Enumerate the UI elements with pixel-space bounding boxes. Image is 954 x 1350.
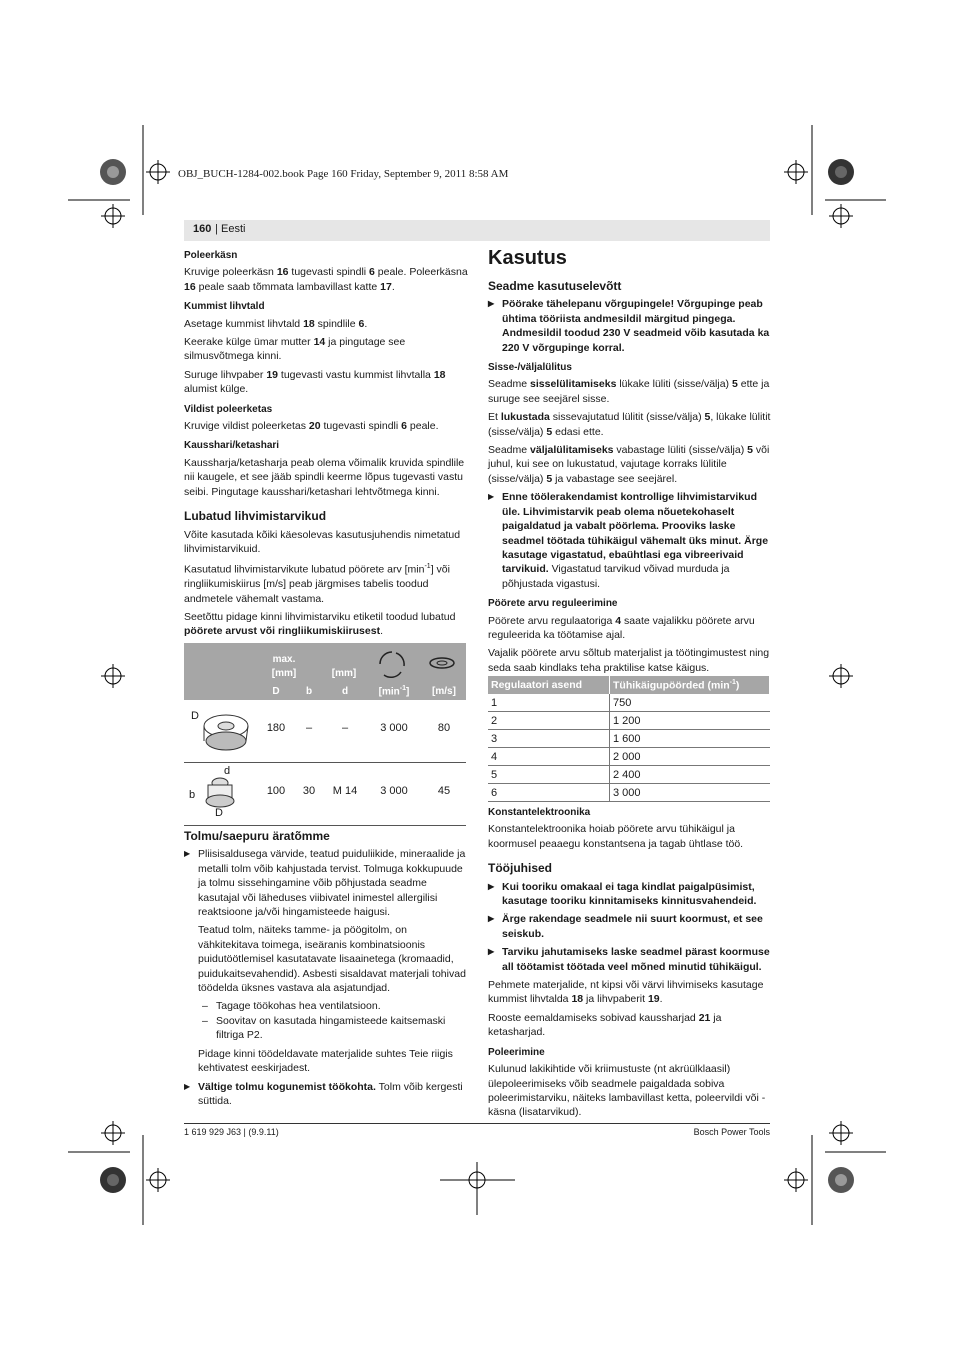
crosshair-icon — [146, 1168, 170, 1192]
peripheral-speed-icon — [428, 655, 456, 671]
crosshair-icon — [146, 160, 170, 184]
crosshair-icon — [101, 204, 125, 228]
table-row: D 180 – – 3 000 80 — [184, 700, 466, 763]
crosshair-icon — [784, 160, 808, 184]
color-target-icon — [100, 159, 126, 185]
list-item: ▶ Ärge rakendage seadmele nii suurt koormust, et see seiskub. — [488, 912, 772, 941]
page-header-bar: 160 | Eesti — [184, 220, 770, 241]
crosshair-icon — [784, 1168, 808, 1192]
list-item: ▶ Enne töölerakendamist kontrollige lihvimistarvikud üle. Lihvimistarvik peab olema nõuetekohaselt paigaldatud ja vabalt pöörlema. Prooviks laske seadmel töötada tühikäigul vähemalt üks minut. Ärge kasutage vigastatud, ebaühtlasi ega vibreerivaid tarvikuid. Vigastatud tarvikud võivad murduda ja põhjustada vigastusi. — [488, 490, 772, 591]
tool-spec-table — [184, 643, 466, 826]
paragraph: Kruvige poleerkäsn 16 tugevasti spindli 6 peale. Poleerkäsna 16 peale saab tõmmata lambavillast katte 17. — [184, 266, 468, 293]
paragraph: Asetage kummist lihvtald 18 spindlile 6. — [184, 317, 368, 330]
paragraph: Võite kasutada kõiki käesolevas kasutusjuhendis nimetatud lihvimistarvikuid. — [184, 528, 461, 555]
heading-tolmu: Tolmu/saepuru äratõmme — [184, 829, 330, 843]
footer-left: 1 619 929 J63 | (9.9.11) — [184, 1127, 279, 1137]
table-row: 2 1 200 — [488, 712, 770, 730]
paragraph: Seetõttu pidage kinni lihvimistarviku etiketil toodud lubatud pöörete arvust või ringliikumiskiirusest. — [184, 611, 456, 638]
crosshair-icon — [101, 664, 125, 688]
right-column-bottom — [488, 806, 772, 1124]
table-header: Regulaatori asend Tühikäigupöörded $(\min^{-1})$ — [488, 676, 770, 694]
heading-sisse: Sisse-/väljalülitus — [488, 362, 572, 374]
paragraph: Suruge lihvpaber 19 tugevasti vastu kummist lihvtalla 18 alumist külge. — [184, 368, 446, 396]
footer-right: Bosch Power Tools — [693, 1127, 770, 1137]
color-target-icon — [828, 1167, 854, 1193]
color-target-icon — [100, 1167, 126, 1193]
paragraph: Konstantelektroonika hoiab pöörete arvu tühikäigul ja koormusel peaaegu konstantsena ja tagab ühtlase töö. — [488, 823, 744, 850]
paragraph: Et lukustada sissevajutatud lülitit (sisse/välja) 5, lükake lülitit (sisse/välja) 5 edasi ette. — [488, 411, 771, 438]
right-column-top — [488, 247, 772, 679]
list-item: – Tagage töökohas hea ventilatsioon. — [198, 999, 468, 1013]
table-header: max. [mm] [mm] D b d $[\min^{-1}]$ [m/s] — [184, 643, 466, 700]
table-row: 3 1 600 — [488, 730, 770, 748]
left-column-bottom — [184, 829, 468, 1112]
paragraph: Pehmete materjalide, nt kipsi või värvi lihvimiseks kasutage kummist lihvtalda 18 ja lihvpaberit 19. — [488, 979, 764, 1006]
list-item: – Soovitav on kasutada hingamisteede kaitsemaski filtriga P2. — [198, 1014, 468, 1043]
speed-setting-table — [488, 676, 770, 802]
heading-poleerimine: Poleerimine — [488, 1046, 545, 1058]
heading-seadme: Seadme kasutuselevõtt — [488, 279, 622, 293]
page-number: 160 — [193, 223, 212, 235]
heading-konstant: Konstantelektroonika — [488, 807, 591, 818]
heading-kummist: Kummist lihvtald — [184, 301, 265, 313]
paragraph: Pidage kinni töödeldavate materjalide suhtes Teie riigis kehtivatest eeskirjadest. — [198, 1047, 453, 1075]
footer-rule — [184, 1123, 770, 1124]
list-item: ▶ Kui tooriku omakaal ei taga kindlat paigalpüsimist, kasutage tooriku kinnitamiseks kinnitusvahendeid. — [488, 880, 772, 909]
table-row: d b D 100 30 M 14 3 000 45 — [184, 763, 466, 826]
heading-poleerkasn: Poleerkäsn — [184, 250, 238, 261]
table-row: 1 750 — [488, 694, 770, 712]
paragraph: Seadme sisselülitamiseks lükake lüliti (sisse/välja) 5 ette ja suruge see seejärel sisse. — [488, 378, 770, 405]
table-row: 4 2 000 — [488, 748, 770, 766]
paragraph: Teatud tolm, näiteks tamme- ja pöögitolm, on vähkitekitava toimega, iseäranis kombinatsioonis puidutöötlemisel kasutatavate lisaainetega (kromaadid, puidukaitsevahendid). Asbesti sisaldavat materjali tohivad töödelda üksnes vastava ala asjatundjad. — [198, 924, 466, 995]
crosshair-icon — [829, 1121, 853, 1145]
heading-lubatud: Lubatud lihvimistarvikud — [184, 509, 327, 524]
color-target-icon — [828, 159, 854, 185]
list-item: ▶ Tarviku jahutamiseks laske seadmel pärast koormuse all töötamist töötada veel mõned minutid tühikäigul. — [488, 945, 772, 974]
print-header: OBJ_BUCH-1284-002.book Page 160 Friday, September 9, 2011 8:58 AM — [178, 168, 509, 180]
paragraph: Keerake külge ümar mutter 14 ja pingutage see silmusvõtmega kinni. — [184, 336, 406, 363]
rotation-speed-icon — [374, 648, 410, 680]
left-column-top — [184, 249, 468, 643]
list-item: ▶ Pöörake tähelepanu võrgupingele! Võrgupinge peab ühtima tööriista andmesildil märgitud pingega. Andmesildil toodud 230 V seadmeid võib kasutada ka 220 V võrgupinge korral. — [488, 297, 772, 355]
paragraph: Kasutatud lihvimistarvikute lubatud pöörete arv $[\min^{-1}]$ või ringliikumiskiirus [m/s] peab järgmises tabelis toodud andmetele vähemalt vastama. — [184, 563, 450, 605]
paragraph: Kulunud lakikihtide või kriimustuste (nt akrüülklaasil) ülepoleerimiseks võib seadmele paigaldada sobiva poleerimistarviku, näiteks lambavillast ketta, poleervildi või -käsna (lisatarvikud). — [488, 1063, 766, 1119]
paragraph: Kaussharja/ketasharja peab olema võimalik kruvida spindlile nii kaugele, et see jääb spindli keerme lõpus tugevasti vastu seibi. Pingutage kausshari/ketashari lehtvõtmega kinni. — [184, 456, 465, 498]
table-row: 6 3 000 — [488, 784, 770, 802]
crosshair-icon — [101, 1121, 125, 1145]
section-title: Kasutus — [488, 247, 567, 269]
paragraph: Kruvige vildist poleerketas 20 tugevasti spindli 6 peale. — [184, 420, 439, 433]
list-item: ▶ Pliisisaldusega värvide, teatud puiduliikide, mineraalide ja metalli tolm võib kahjustada tervist. Tolmuga kokkupuude ja tolmu sissehingamine võib põhjustada seadme kasutajal või läheduses viibivatel inimestel allergilisi reaktsioone ja/või hingamisteede haigusi. — [184, 847, 468, 919]
table-row: 5 2 400 — [488, 766, 770, 784]
heading-vildist: Vildist poleerketas — [184, 403, 273, 415]
crosshair-icon — [829, 664, 853, 688]
page-language: Eesti — [221, 223, 246, 235]
paragraph: Seadme väljalülitamiseks vabastage lüliti (sisse/välja) 5 või juhul, kui see on lukustatud, vajutage korraks lülitile (sisse/välja) 5 ja vabastage see seejärel. — [488, 444, 770, 485]
heading-kausshari: Kausshari/ketashari — [184, 440, 280, 452]
list-item: ▶ Vältige tolmu kogunemist töökohta. Tolm võib kergesti süttida. — [184, 1080, 468, 1109]
heading-poorete: Pöörete arvu reguleerimine — [488, 598, 618, 610]
heading-toojuhised: Tööjuhised — [488, 861, 552, 876]
paragraph: Pöörete arvu regulaatoriga 4 saate vajalikku pöörete arvu reguleerida ka töötamise ajal. — [488, 614, 755, 641]
paragraph: Rooste eemaldamiseks sobivad kaussharjad 21 ja ketasharjad. — [488, 1011, 722, 1039]
paragraph: Vajalik pöörete arvu sõltub materjalist ja töötingimustest ning seda saab kindlaks teha praktilise katse käigus. — [488, 647, 770, 674]
crosshair-icon — [829, 204, 853, 228]
